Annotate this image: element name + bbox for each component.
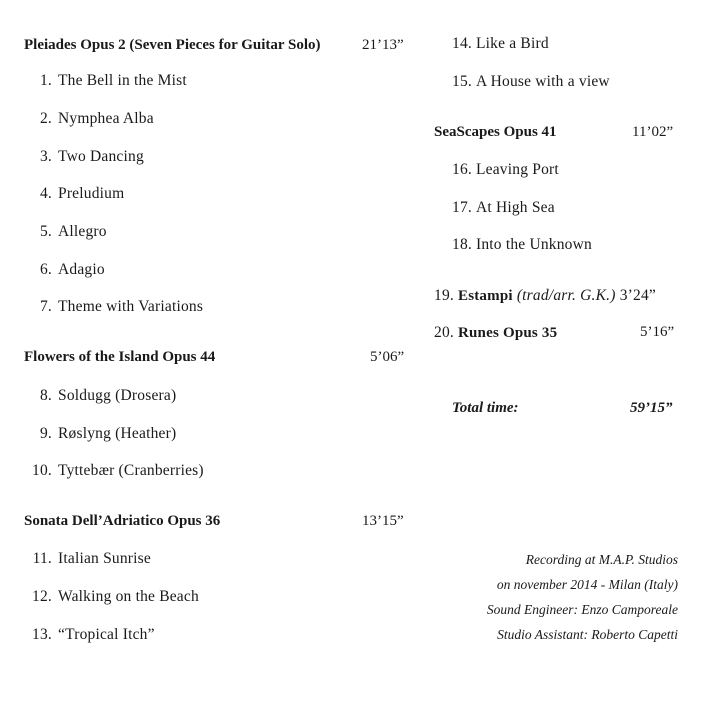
track-title: Røslyng (Heather) [58,425,177,442]
track-number: 12. [32,588,52,605]
track-number: 19. [434,287,454,304]
sonata-time: 13’15” [362,513,404,529]
pleiades-heading: Pleiades Opus 2 (Seven Pieces for Guitar Solo) [24,37,321,53]
track-title: Nymphea Alba [58,110,154,127]
track-row [24,72,187,90]
track-title: Italian Sunrise [58,550,151,567]
track-title: At High Sea [475,199,555,216]
track-row [24,462,204,480]
track-title: Soldugg (Drosera) [58,387,177,404]
track-title: Preludium [58,185,125,202]
track-row [452,73,610,91]
track-title: Allegro [58,223,107,240]
pleiades-time: 21’13” [362,37,404,53]
track-number: 10. [32,462,52,479]
track-number: 8. [39,387,52,404]
track-time: 3’24” [619,287,656,304]
credit-line: Studio Assistant: Roberto Capetti [497,627,678,642]
track-number: 17. [452,199,472,216]
track-row [24,261,105,279]
track-number: 7. [39,298,52,315]
runes-time: 5’16” [640,324,675,340]
track-row [24,550,151,568]
estampi-row [434,287,656,305]
flowers-time: 5’06” [370,349,405,365]
track-title: Two Dancing [58,148,144,165]
total-time-label: Total time: [452,400,519,416]
track-row [452,161,559,179]
track-number: 13. [32,626,52,643]
track-row [24,626,155,644]
track-row [24,387,176,405]
track-title: Into the Unknown [475,236,592,253]
sonata-heading: Sonata Dell’Adriatico Opus 36 [24,513,221,529]
credit-line: Sound Engineer: Enzo Camporeale [486,602,678,617]
track-row [24,425,176,443]
track-number: 15. [452,73,472,90]
runes-row [434,324,557,342]
track-title: Tyttebær (Cranberries) [58,462,204,479]
track-number: 6. [39,261,52,278]
track-number: 11. [32,550,52,567]
total-time-value: 59’15” [630,400,673,416]
track-title: Estampi [457,288,513,304]
credit-line: on november 2014 - Milan (Italy) [496,577,678,592]
track-number: 4. [39,185,52,202]
track-title: Leaving Port [475,161,559,178]
seascapes-time: 11’02” [632,124,674,140]
seascapes-heading: SeaScapes Opus 41 [434,124,557,140]
track-row [452,35,549,53]
track-title: Runes Opus 35 [457,325,558,341]
track-title: The Bell in the Mist [58,72,187,89]
track-row [452,236,592,254]
track-number: 16. [452,161,472,178]
track-row [452,199,555,217]
track-title: Adagio [58,261,105,278]
track-title: “Tropical Itch” [58,626,155,643]
credit-line: Recording at M.A.P. Studios [525,552,678,567]
track-number: 3. [39,148,52,165]
track-number: 20. [434,324,454,341]
track-row [24,110,154,128]
track-title: A House with a view [475,73,610,90]
track-number: 14. [452,35,472,52]
track-number: 2. [39,110,52,127]
track-row [24,298,203,316]
track-title: Walking on the Beach [58,588,199,605]
track-number: 18. [452,236,472,253]
track-row [24,185,124,203]
track-number: 1. [39,72,52,89]
track-title: Like a Bird [475,35,549,52]
arrangement-note: (trad/arr. G.K.) [516,287,616,304]
track-row [24,223,107,241]
track-title: Theme with Variations [58,298,204,315]
track-number: 9. [39,425,52,442]
track-row [24,588,199,606]
track-number: 5. [39,223,52,240]
flowers-heading: Flowers of the Island Opus 44 [24,349,216,365]
track-row [24,148,144,166]
